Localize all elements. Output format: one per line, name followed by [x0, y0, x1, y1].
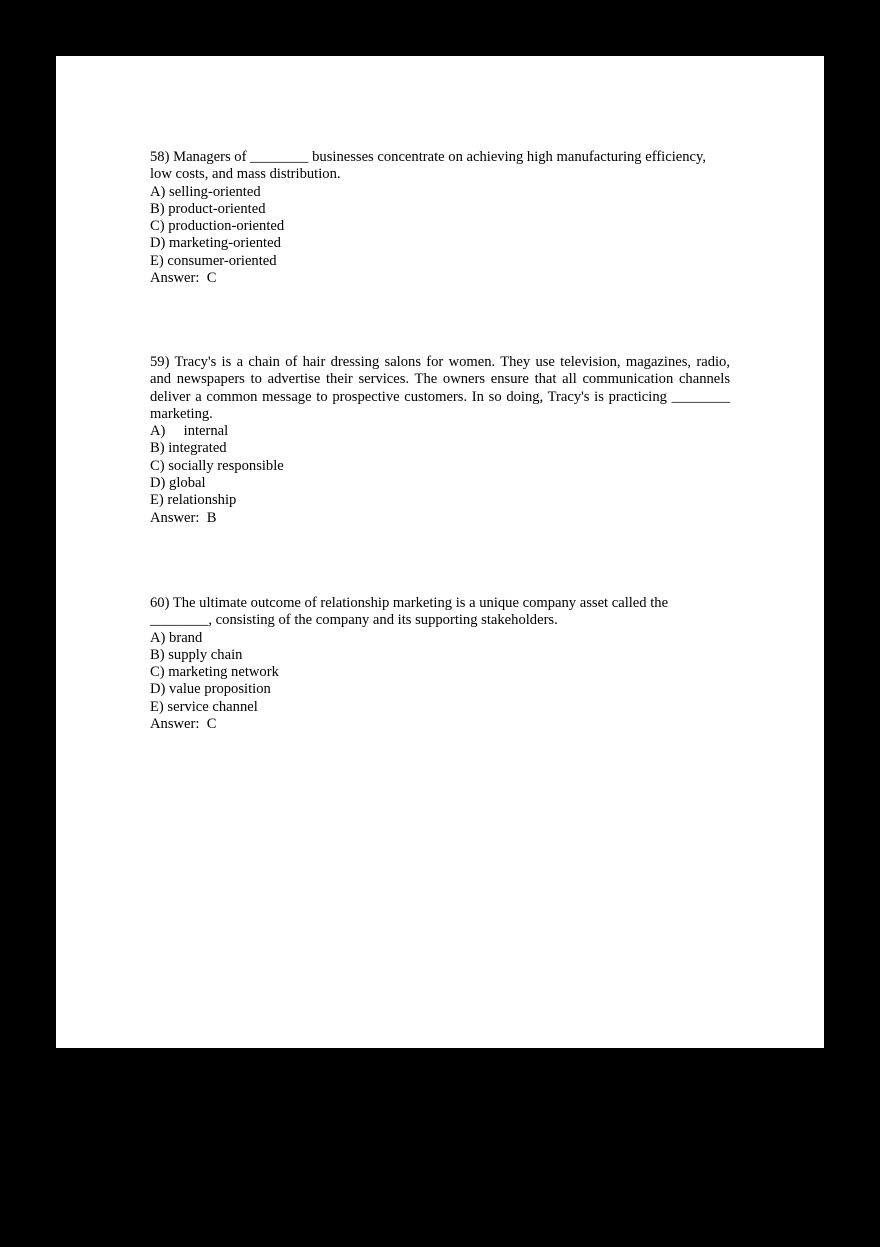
option-e: E) service channel [150, 698, 258, 715]
answer-line: Answer: B [150, 509, 217, 526]
question-59 [150, 354, 730, 527]
option-a: A) internal [150, 423, 229, 440]
question-58 [150, 149, 730, 287]
answer-line: Answer: C [150, 716, 217, 733]
answer-line: Answer: C [150, 270, 217, 287]
question-stem: 60) The ultimate outcome of relationship marketing is a unique company asset called the ________, consisting of the company and its supporting stakeholders. [150, 595, 669, 629]
option-d: D) marketing-oriented [150, 235, 281, 252]
option-d: D) global [150, 475, 206, 492]
option-c: C) marketing network [150, 664, 279, 681]
document-page [56, 56, 824, 1048]
option-e: E) relationship [150, 492, 237, 509]
option-c: C) socially responsible [150, 457, 284, 474]
option-e: E) consumer-oriented [150, 252, 277, 269]
question-stem: 58) Managers of ________ businesses concentrate on achieving high manufacturing efficiency, low costs, and mass distribution. [150, 149, 707, 183]
option-b: B) integrated [150, 440, 227, 457]
option-c: C) production-oriented [150, 218, 285, 235]
option-b: B) supply chain [150, 646, 243, 663]
option-d: D) value proposition [150, 681, 271, 698]
option-b: B) product-oriented [150, 200, 266, 217]
option-a: A) brand [150, 629, 203, 646]
option-a: A) selling-oriented [150, 183, 261, 200]
question-60 [150, 595, 730, 733]
question-stem: 59) Tracy's is a chain of hair dressing salons for women. They use television, magazines, radio, and newspapers to advertise their services. The owners ensure that all communication channels deliver a common message to prospective customers. In so doing, Tracy's is practicing ________ marketing. [150, 354, 730, 422]
